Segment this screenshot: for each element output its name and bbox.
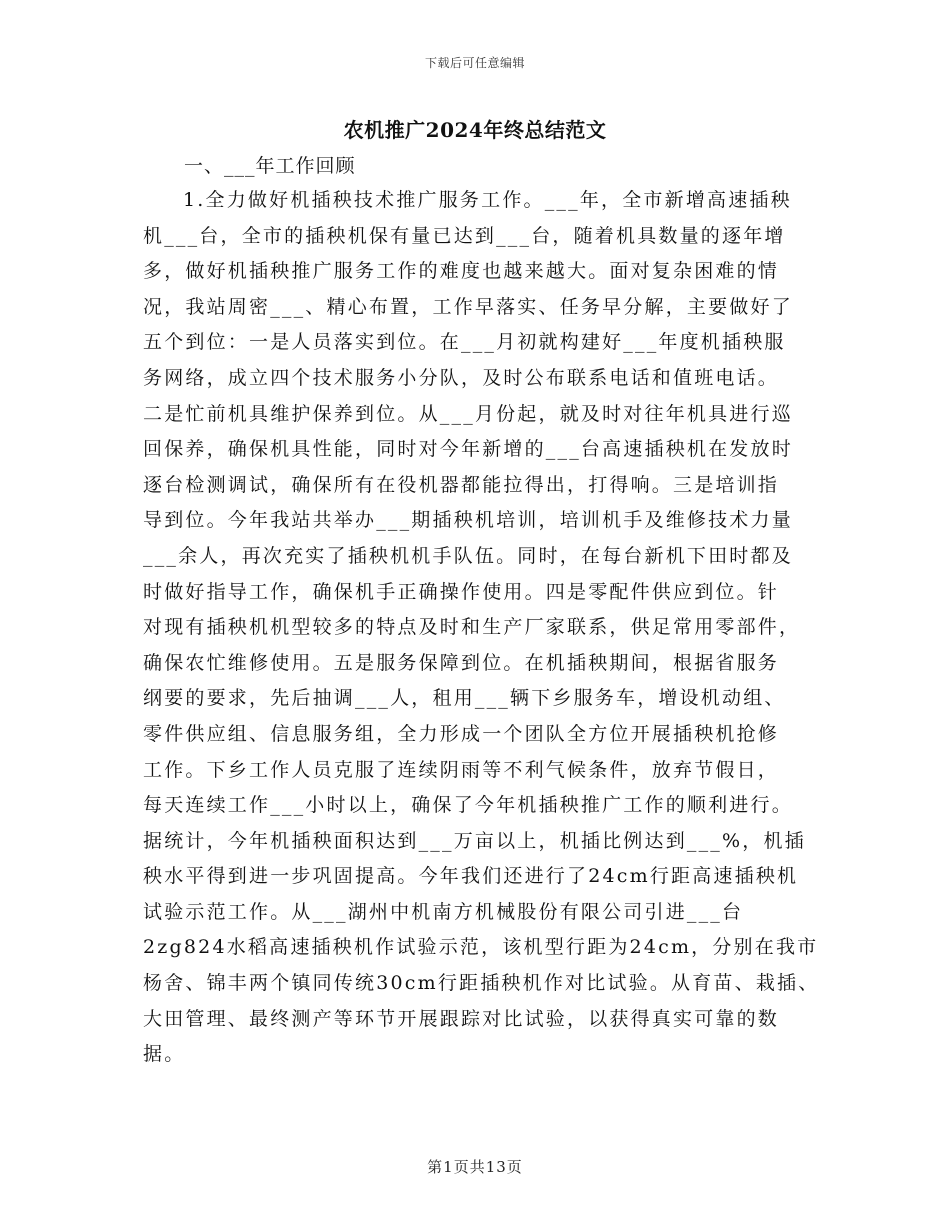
section-heading: 一、___年工作回顾 [184,155,356,177]
paragraph-line: 每天连续工作___小时以上，确保了今年机插秧推广工作的顺利进行。 [143,794,793,817]
paragraph-line: 多，做好机插秧推广服务工作的难度也越来越大。面对复杂困难的情 [143,260,780,283]
paragraph-line: 时做好指导工作，确保机手正确操作使用。四是零配件供应到位。针 [143,580,780,603]
paragraph-line: 大田管理、最终测产等环节开展跟踪对比试验，以获得真实可靠的数 [143,1007,780,1030]
page-number-footer: 第1页共13页 [427,1158,523,1176]
paragraph-line: 二是忙前机具维护保养到位。从___月份起，就及时对往年机具进行巡 [143,402,793,425]
paragraph-line: 2zg824水稻高速插秧机作试验示范，该机型行距为24cm，分别在我市 [143,936,819,959]
paragraph-line: 务网络，成立四个技术服务小分队，及时公布联系电话和值班电话。 [143,366,780,389]
paragraph-line: 况，我站周密___、精心布置，工作早落实、任务早分解，主要做好了 [143,295,793,318]
document-title: 农机推广2024年终总结范文 [343,118,607,142]
paragraph-line: 回保养，确保机具性能，同时对今年新增的___台高速插秧机在发放时 [143,438,793,461]
paragraph-line: 秧水平得到进一步巩固提高。今年我们还进行了24cm行距高速插秧机 [143,865,799,888]
paragraph-line: 试验示范工作。从___湖州中机南方机械股份有限公司引进___台 [143,900,744,923]
paragraph-line: 纲要的要求，先后抽调___人，租用___辆下乡服务车，增设机动组、 [143,687,786,710]
paragraph-line: ___余人，再次充实了插秧机机手队伍。同时，在每台新机下田时都及 [143,544,793,567]
paragraph-line: 对现有插秧机机型较多的特点及时和生产厂家联系，供足常用零部件， [143,616,801,639]
paragraph-line: 1.全力做好机插秧技术推广服务工作。___年，全市新增高速插秧 [183,189,792,211]
paragraph-line: 五个到位：一是人员落实到位。在___月初就构建好___年度机插秧服 [143,331,786,354]
paragraph-line: 导到位。今年我站共举办___期插秧机培训，培训机手及维修技术力量 [143,509,793,532]
paragraph-line: 工作。下乡工作人员克服了连续阴雨等不利气候条件，放弃节假日， [143,758,780,781]
body-paragraph [143,183,820,1073]
paragraph-line: 据。 [143,1043,186,1066]
paragraph-line: 杨舍、锦丰两个镇同传统30cm行距插秧机作对比试验。从育苗、栽插、 [143,972,820,995]
paragraph-line: 确保农忙维修使用。五是服务保障到位。在机插秧期间，根据省服务 [143,651,780,674]
header-note: 下载后可任意编辑 [424,56,525,70]
paragraph-line: 逐台检测调试，确保所有在役机器都能拉得出，打得响。三是培训指 [143,473,780,496]
paragraph-line: 机___台，全市的插秧机保有量已达到___台，随着机具数量的逐年增 [143,224,786,247]
paragraph-line: 零件供应组、信息服务组，全力形成一个团队全方位开展插秧机抢修 [143,722,780,745]
paragraph-line: 据统计，今年机插秧面积达到___万亩以上，机插比例达到___%，机插 [143,829,806,852]
